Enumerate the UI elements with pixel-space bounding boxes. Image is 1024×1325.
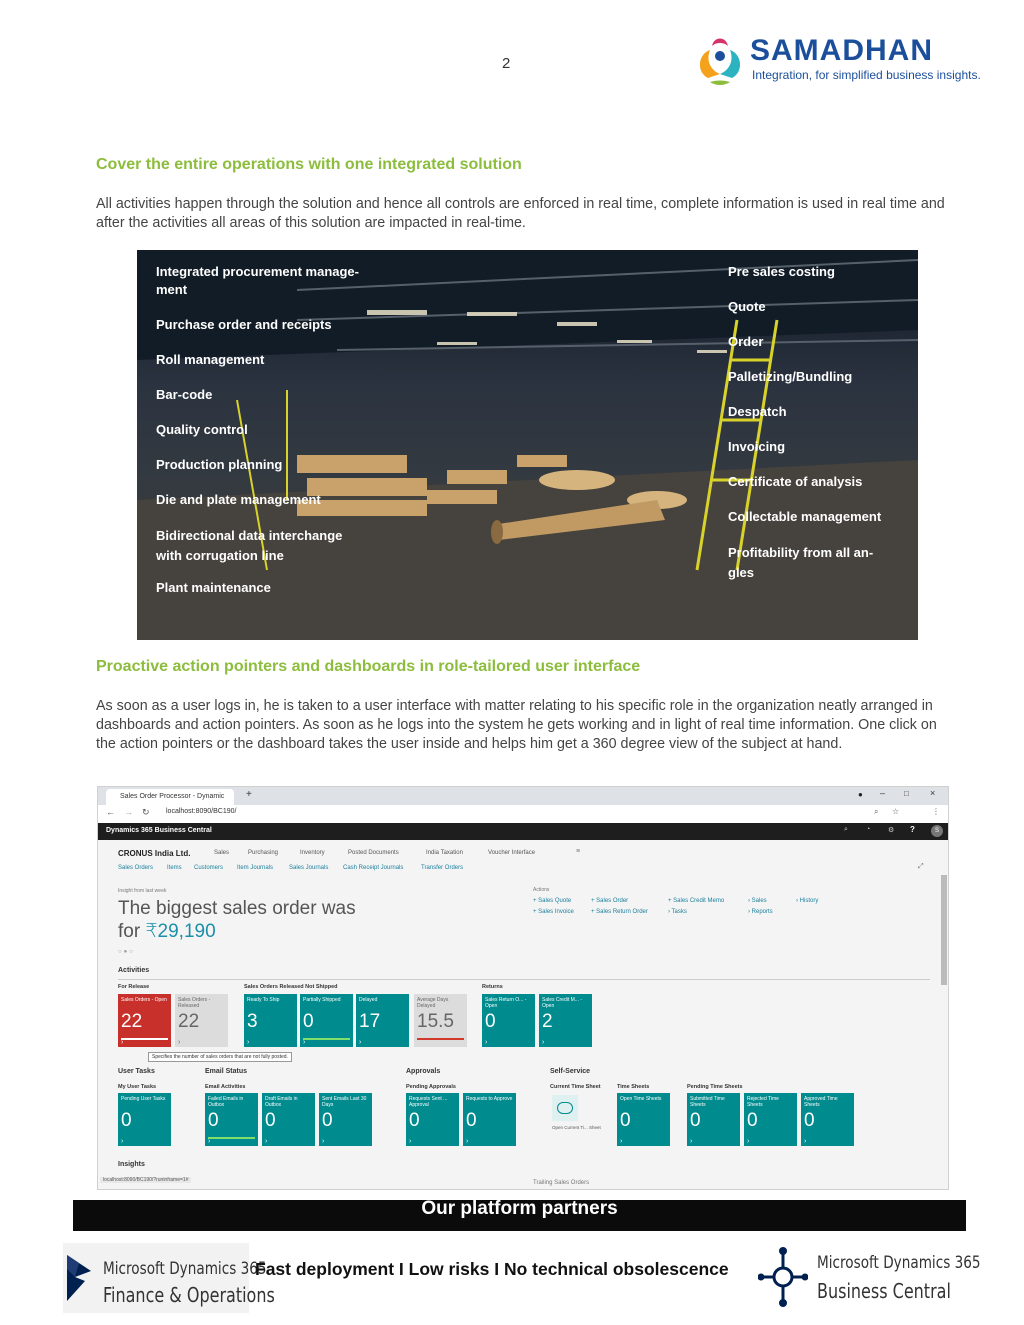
close-icon[interactable]: ×: [930, 788, 936, 798]
tile-approved-time-sheets[interactable]: Approved Time Sheets 0 ›: [801, 1093, 854, 1146]
minimize-icon[interactable]: –: [880, 788, 886, 798]
feature-roll-management: Roll management: [156, 352, 265, 367]
browser-tab[interactable]: Sales Order Processor - Dynamic: [106, 789, 234, 805]
section-user-tasks: User Tasks: [118, 1068, 155, 1075]
subnav-sales-journals[interactable]: Sales Journals: [289, 865, 329, 871]
feature-collectable: Collectable management: [728, 509, 882, 524]
help-icon[interactable]: ?: [910, 825, 915, 834]
back-arrow-icon[interactable]: ←: [106, 807, 115, 817]
group-returns: Returns: [482, 984, 503, 990]
feature-die-plate: Die and plate management: [156, 492, 321, 507]
tile-sales-credit-memos[interactable]: Sales Credit M... - Open 2 ›: [539, 994, 592, 1047]
subnav-cash-receipt-journals[interactable]: Cash Receipt Journals: [343, 865, 404, 871]
nav-purchasing[interactable]: Purchasing: [248, 850, 279, 856]
browser-menu-icon[interactable]: ⋮: [932, 807, 940, 816]
browser-tab-bar: [98, 787, 948, 805]
feature-purchase-order: Purchase order and receipts: [156, 317, 332, 332]
open-current-time-sheet[interactable]: Open Current Ti... Sheet: [550, 1093, 610, 1143]
section-self-service: Self-Service: [550, 1068, 591, 1075]
expand-icon[interactable]: ⤢: [918, 863, 924, 870]
new-tab-icon[interactable]: +: [246, 789, 252, 800]
feature-bar-code: Bar-code: [156, 387, 213, 402]
action-history[interactable]: › History: [796, 898, 819, 904]
feature-invoicing: Invoicing: [728, 439, 786, 454]
company-name[interactable]: CRONUS India Ltd.: [118, 849, 191, 858]
group-for-release: For Release: [118, 984, 150, 990]
feature-palletizing: Palletizing/Bundling: [728, 369, 853, 384]
section-approvals: Approvals: [406, 1068, 441, 1075]
group-email-activities: Email Activities: [205, 1084, 246, 1090]
tile-average-days-delayed[interactable]: Average Days Delayed 15.5: [414, 994, 467, 1047]
carousel-dots-icon[interactable]: ○●○: [118, 949, 135, 955]
logo-wordmark: SAMADHAN: [750, 34, 933, 67]
action-reports[interactable]: › Reports: [748, 909, 773, 915]
section1-body: All activities happen through the solution and hence all controls are enforced in real time, complete information is used in real time and after the activities all areas of this solution are impacted in real-time.: [96, 196, 945, 231]
tile-requests-to-approve[interactable]: Requests to Approve 0 ›: [463, 1093, 516, 1146]
section1-heading: Cover the entire operations with one integrated solution: [96, 156, 522, 173]
feature-quality-control: Quality control: [156, 422, 248, 437]
nav-posted-documents[interactable]: Posted Documents: [348, 850, 399, 856]
feature-order: Order: [728, 334, 764, 349]
time-sheet-icon: [552, 1095, 578, 1121]
subnav-sales-orders[interactable]: Sales Orders: [118, 865, 154, 871]
tile-failed-emails[interactable]: Failed Emails in Outbox 0 ›: [205, 1093, 258, 1146]
scrollbar[interactable]: [941, 875, 947, 985]
business-central-line2: Business Central: [817, 1279, 951, 1303]
status-url: localhost:8090/BC190/?runinframe=1#: [100, 1177, 191, 1183]
bell-icon[interactable]: ◔: [866, 826, 871, 833]
feature-plant-maintenance: Plant maintenance: [156, 580, 271, 595]
action-sales-quote[interactable]: + Sales Quote: [533, 898, 572, 904]
activities-heading[interactable]: Activities: [118, 967, 150, 974]
browser-url-bar: [98, 805, 948, 824]
feature-profitability: Profitability from all an- gles: [728, 545, 874, 580]
logo-tagline: Integration, for simplified business insights.: [752, 68, 981, 82]
feature-bidirectional-data: Bidirectional data interchange with corrugation line: [156, 528, 343, 563]
subnav-customers[interactable]: Customers: [194, 865, 224, 871]
profile-dot-icon[interactable]: ●: [858, 790, 863, 799]
dynamics-fo-line2: Finance & Operations: [103, 1283, 275, 1307]
tile-pending-user-tasks[interactable]: Pending User Tasks 0 ›: [118, 1093, 171, 1146]
partners-bar: [73, 1200, 966, 1231]
page-number: 2: [502, 55, 511, 72]
nav-voucher-interface[interactable]: Voucher Interface: [488, 850, 536, 856]
zoom-icon[interactable]: ⌕: [874, 807, 879, 816]
tile-draft-emails[interactable]: Draft Emails in Outbox 0 ›: [262, 1093, 315, 1146]
group-current-time-sheet: Current Time Sheet: [550, 1084, 601, 1090]
insights-heading: Insights: [118, 1161, 145, 1168]
factory-photo: [137, 250, 918, 640]
headline-prefix: for: [118, 921, 146, 942]
subnav-items[interactable]: Items: [167, 865, 182, 871]
feature-integrated-procurement: Integrated procurement manage- ment: [156, 264, 359, 297]
gear-icon[interactable]: ⚙: [888, 827, 895, 834]
dynamics-fo-line1: Microsoft Dynamics 365: [103, 1259, 267, 1279]
subnav-item-journals[interactable]: Item Journals: [237, 865, 274, 871]
app-title: Dynamics 365 Business Central: [106, 827, 212, 834]
tile-sent-emails[interactable]: Sent Emails Last 30 Days 0 ›: [319, 1093, 372, 1146]
action-sales[interactable]: › Sales: [748, 898, 767, 904]
action-sales-order[interactable]: + Sales Order: [591, 898, 629, 904]
tile-partially-shipped[interactable]: Partially Shipped 0 ›: [300, 994, 353, 1047]
tile-submitted-time-sheets[interactable]: Submitted Time Sheets 0 ›: [687, 1093, 740, 1146]
section2-body: As soon as a user logs in, he is taken to a user interface with matter relating to his specific role in the organization neatly arranged in dashboards and action pointers. As soon as he logs into the system he gets working and in light of real time information. One click on the action pointers or the dashboard takes the user inside and helps him get a 360 degree view of the subject at hand.: [96, 698, 937, 752]
group-pending-approvals: Pending Approvals: [406, 1084, 456, 1090]
feature-despatch: Despatch: [728, 404, 787, 419]
tile-open-time-sheets[interactable]: Open Time Sheets 0 ›: [617, 1093, 670, 1146]
business-central-logo-icon: [758, 1246, 808, 1308]
insight-label: Insight from last week: [118, 888, 167, 894]
more-menu-icon[interactable]: ≡: [576, 848, 581, 855]
tile-sales-orders-released[interactable]: Sales Orders - Released 22 ›: [175, 994, 228, 1047]
feature-production-planning: Production planning: [156, 457, 283, 472]
nav-inventory[interactable]: Inventory: [300, 850, 325, 856]
nav-sales[interactable]: Sales: [214, 850, 230, 856]
group-pending-time-sheets: Pending Time Sheets: [687, 1084, 743, 1090]
forward-arrow-icon[interactable]: →: [124, 807, 133, 817]
divider: [118, 979, 930, 980]
maximize-icon[interactable]: □: [904, 789, 909, 798]
feature-certificate: Certificate of analysis: [728, 474, 863, 489]
tile-delayed[interactable]: Delayed 17 ›: [356, 994, 409, 1047]
tile-sales-return-orders[interactable]: Sales Return O... - Open 0 ›: [482, 994, 535, 1047]
samadhan-logo-mark-icon: [694, 32, 746, 86]
headline-amount: ₹29,190: [145, 921, 216, 942]
feature-quote: Quote: [728, 299, 766, 314]
samadhan-logo: [694, 32, 994, 86]
group-released-not-shipped: Sales Orders Released Not Shipped: [244, 984, 338, 990]
trailing-sales-orders: Trailing Sales Orders: [533, 1180, 590, 1186]
bookmark-star-icon[interactable]: ☆: [892, 807, 900, 816]
tile-rejected-time-sheets[interactable]: Rejected Time Sheets 0 ›: [744, 1093, 797, 1146]
section-email-status: Email Status: [205, 1068, 248, 1075]
group-my-user-tasks: My User Tasks: [118, 1084, 157, 1090]
partners-title: Our platform partners: [421, 1198, 618, 1219]
action-sales-credit-memo[interactable]: + Sales Credit Memo: [668, 898, 725, 904]
address-input[interactable]: localhost:8090/BC190/: [166, 808, 237, 815]
app-title-bar: [98, 823, 948, 840]
section2-heading: Proactive action pointers and dashboards in role-tailored user interface: [96, 658, 641, 675]
avatar[interactable]: S: [931, 825, 943, 837]
subnav-transfer-orders[interactable]: Transfer Orders: [421, 865, 464, 871]
search-icon[interactable]: ⌕: [844, 826, 848, 833]
business-central-line1: Microsoft Dynamics 365: [817, 1253, 981, 1273]
insight-headline[interactable]: [118, 897, 356, 943]
tile-requests-sent[interactable]: Requests Sent ... Approval 0 ›: [406, 1093, 459, 1146]
dashboard-screenshot: [97, 786, 949, 1190]
reload-icon[interactable]: ↻: [142, 807, 150, 817]
action-sales-return-order[interactable]: + Sales Return Order: [591, 909, 648, 915]
tile-tooltip: Specifies the number of sales orders that are not fully posted.: [148, 1052, 292, 1062]
actions-label: Actions: [533, 887, 550, 893]
tile-sales-orders-open[interactable]: Sales Orders - Open 22 ›: [118, 994, 171, 1047]
nav-india-taxation[interactable]: India Taxation: [426, 850, 463, 856]
dynamics-fo-logo: [63, 1243, 275, 1313]
dynamics-logo-icon: [65, 1255, 95, 1301]
group-time-sheets: Time Sheets: [617, 1084, 650, 1090]
feature-pre-sales-costing: Pre sales costing: [728, 264, 835, 279]
action-tasks[interactable]: › Tasks: [668, 909, 687, 915]
action-sales-invoice[interactable]: + Sales Invoice: [533, 909, 574, 915]
partners-tagline: Fast deployment I Low risks I No technical obsolescence: [255, 1259, 729, 1279]
tile-ready-to-ship[interactable]: Ready To Ship 3 ›: [244, 994, 297, 1047]
headline-line1: The biggest sales order was: [118, 898, 356, 919]
